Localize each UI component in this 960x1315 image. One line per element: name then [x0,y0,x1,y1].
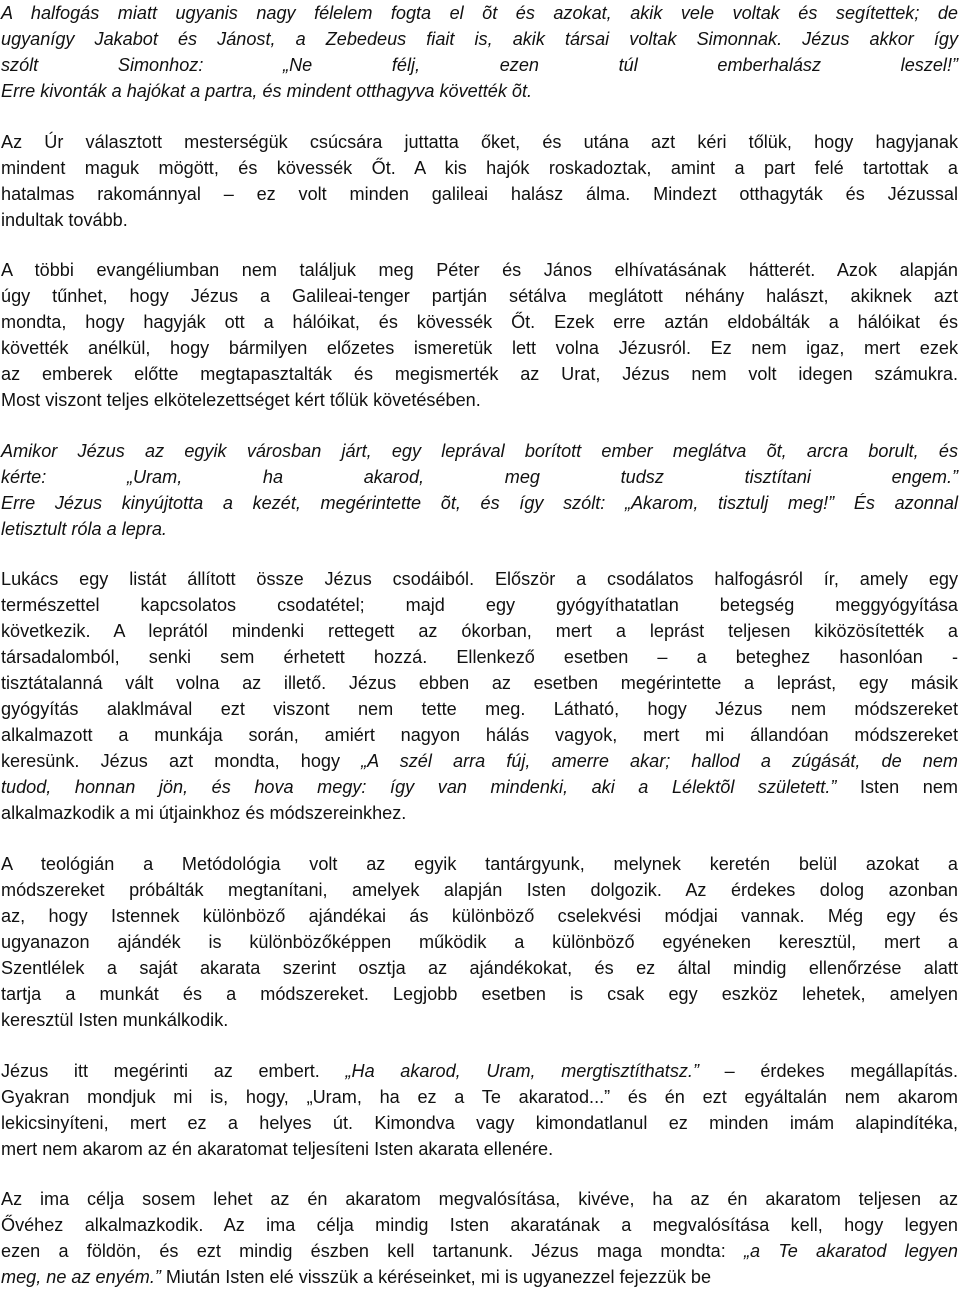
text-run: ezen a földön, és ezt mindig észben kell tartanunk. Jézus maga mondta: [1,1241,744,1262]
text-run: Miután Isten elé visszük a kéréseinket, mi is ugyanezzel fejezzük be [160,1267,712,1288]
text-run: következik. A leprától mindenki rettegett az ókorban, mert a leprást teljesen kiközösítették a [1,621,958,642]
italic-text-run: szólt Simonhoz: „Ne félj, ezen túl emberhalász leszel!” [1,55,958,75]
italic-text-run: Amikor Jézus az egyik városban járt, egy leprával borított ember meglátva õt, arcra borult, és [1,440,958,461]
text-line [1,1212,958,1238]
text-line [1,78,958,104]
italic-text-run: Erre Jézus kinyújtotta a kezét, megérintette õt, és így szólt: „Akarom, tisztulj meg!” És azonnal [1,492,958,513]
text-line [1,929,958,955]
text-run: gyógyítás alaklmával ezt viszont nem tette meg. Látható, hogy Jézus nem módszereket [1,699,958,720]
text-line [1,1238,958,1264]
text-line [1,129,958,155]
text-line [1,26,958,52]
text-line [1,0,958,26]
text-line [1,722,958,748]
text-line [1,774,958,800]
text-line [1,464,958,490]
italic-text-run: tudod, honnan jön, és hova megy: így van mindenki, aki a Lélektõl született.” [1,777,837,798]
text-run: társadalomból, senki sem érhetett hozzá. Ellenkező esetben – a beteghez hasonlóan - [1,647,958,668]
text-line [1,257,958,283]
document-page [1,0,958,1315]
italic-text-run: kérte: „Uram, ha akarod, meg tudsz tisztítani engem.” [1,466,958,487]
text-line [1,748,958,774]
text-line [1,309,958,335]
paragraph-metodologia [1,851,958,1033]
text-line [1,670,958,696]
text-run: alkalmazkodik a mi útjainkhoz és módszereinkhez. [1,803,407,824]
text-line [1,438,958,464]
text-run: mindent maguk mögött, és kövessék Őt. A kis hajók roskadoztak, amint a part felé tartottak a [1,157,958,178]
text-run: Az ima célja sosem lehet az én akaratom megvalósítása, kivéve, ha az én akaratom teljesen az [1,1189,958,1210]
text-run: ugyanazon ajándék is különbözőképpen működik a különböző egyéneken keresztül, mert a [1,931,958,952]
text-line [1,800,958,826]
text-run: mondta, hogy hagyják ott a hálóikat, és kövessék Őt. Ezek erre aztán eldobálták a hálóikat és [1,312,958,333]
italic-text-run: „a Te akaratod legyen [743,1241,958,1262]
text-line [1,1136,958,1162]
text-line [1,361,958,387]
text-line [1,955,958,981]
text-run: az emberek előtte megtapasztalták és megismerték az Urat, Jézus nem volt idegen számukra. [1,364,958,385]
text-run: A teológián a Metódológia volt az egyik tantárgyunk, melynek keretén belül azokat a [1,853,958,874]
text-line [1,618,958,644]
text-run: Lukács egy listát állított össze Jézus csodáiból. Először a csodálatos halfogásról ír, amely egy [1,569,958,590]
paragraph-halfogas-quote [1,0,958,104]
text-line [1,181,958,207]
text-run: hatalmas rakománnyal – ez volt minden galileai halász álma. Mindezt otthagyták és Jézussal [1,183,958,204]
text-run: – érdekes megállapítás. [698,1060,959,1081]
text-run: mert nem akarom az én akaratomat teljesíteni Isten akarata ellenére. [1,1138,554,1159]
text-run: úgy tűnhet, hogy Jézus a Galileai-tenger partján sétálva meglátott néhány halászt, akiknek azt [1,286,958,307]
text-line [1,1007,958,1033]
text-line [1,207,958,233]
text-run: tartja a munkát és a módszereket. Legjobb esetben is csak egy eszköz lehetek, amelyen [1,983,958,1004]
text-line [1,1084,958,1110]
text-run: módszereket próbálták megtanítani, amelyek alapján Isten dolgozik. Az érdekes dolog azonban [1,879,958,900]
paragraph-mestersegeuk [1,129,958,233]
text-line [1,644,958,670]
text-line [1,592,958,618]
text-run: tisztátalanná vált volna az illető. Jézus ebben az esetben megérintette a leprást, egy másik [1,673,958,694]
text-line [1,155,958,181]
text-run: természettel kapcsolatos csodatétel; majd egy gyógyíthatatlan betegség meggyógyítása [1,595,958,616]
text-line [1,516,958,542]
italic-text-run: „A szél arra fúj, amerre akar; hallod a zúgását, de nem [361,751,958,772]
text-line [1,981,958,1007]
text-line [1,566,958,592]
text-line [1,1058,958,1084]
text-run: keresztül Isten munkálkodik. [1,1009,229,1030]
text-run: Isten nem [836,777,958,798]
italic-text-run: „Ha akarod, Uram, mergtisztíthatsz.” [345,1060,699,1081]
text-line [1,1186,958,1212]
italic-text-run: A halfogás miatt ugyanis nagy félelem fogta el õt és azokat, akik vele voltak és segítettek; de [1,3,958,23]
text-line [1,387,958,413]
text-line [1,283,958,309]
text-run: lekicsinyíteni, mert ez a helyes út. Kimondva vagy kimondatlanul ez minden imám alapindítéka, [1,1112,958,1133]
text-run: követték anélkül, hogy bármilyen előzetes ismeretük lett volna Jézusról. Ez nem igaz, mert ezek [1,338,958,359]
text-line [1,1110,958,1136]
paragraph-megerinti [1,1058,958,1162]
text-run: Az Úr választott mesterségük csúcsára juttatta őket, és utána azt kéri tőlük, hogy hagyjanak [1,131,958,152]
text-run: indultak tovább. [1,209,128,230]
text-line [1,903,958,929]
text-run: Most viszont teljes elkötelezettséget kért tőlük követésében. [1,390,481,411]
text-line [1,696,958,722]
paragraph-ima-celja [1,1186,958,1290]
text-run: Ővéhez alkalmazkodik. Az ima célja mindig Isten akaratának a megvalósítása kell, hogy legyen [1,1215,958,1236]
italic-text-run: Erre kivonták a hajókat a partra, és mindent otthagyva követték õt. [1,81,533,101]
paragraph-lepra-quote [1,438,958,542]
text-run: az, hogy Istennek különböző ajándékai ás különböző cselekvési módjai vannak. Még egy és [1,905,958,926]
paragraph-tobbi-evangelium [1,257,958,413]
text-line [1,1264,958,1290]
italic-text-run: meg, ne az enyém.” [1,1267,161,1288]
text-line [1,851,958,877]
text-line [1,335,958,361]
text-run: A többi evangéliumban nem találjuk meg Péter és János elhívatásának hátterét. Azok alapján [1,260,958,281]
text-line [1,490,958,516]
paragraph-lukacs-csodak [1,566,958,826]
text-run: Gyakran mondjuk mi is, hogy, „Uram, ha ez a Te akaratod...” és én ezt egyáltalán nem akarom [1,1086,958,1107]
text-run: Jézus itt megérinti az embert. [1,1060,346,1081]
text-run: Szentlélek a saját akarata szerint osztja az ajándékokat, és ez által mindig ellenőrzése alatt [1,957,958,978]
text-run: alkalmazott a munkája során, amiért nagyon hálás vagyok, mert mi állandóan módszereket [1,725,958,746]
text-line [1,52,958,78]
text-line [1,877,958,903]
italic-text-run: ugyanígy Jakabot és Jánost, a Zebedeus fiait is, akik társai voltak Simonnak. Jézus akkor így [1,29,958,49]
italic-text-run: letisztult róla a lepra. [1,518,167,539]
text-run: keresünk. Jézus azt mondta, hogy [1,751,362,772]
